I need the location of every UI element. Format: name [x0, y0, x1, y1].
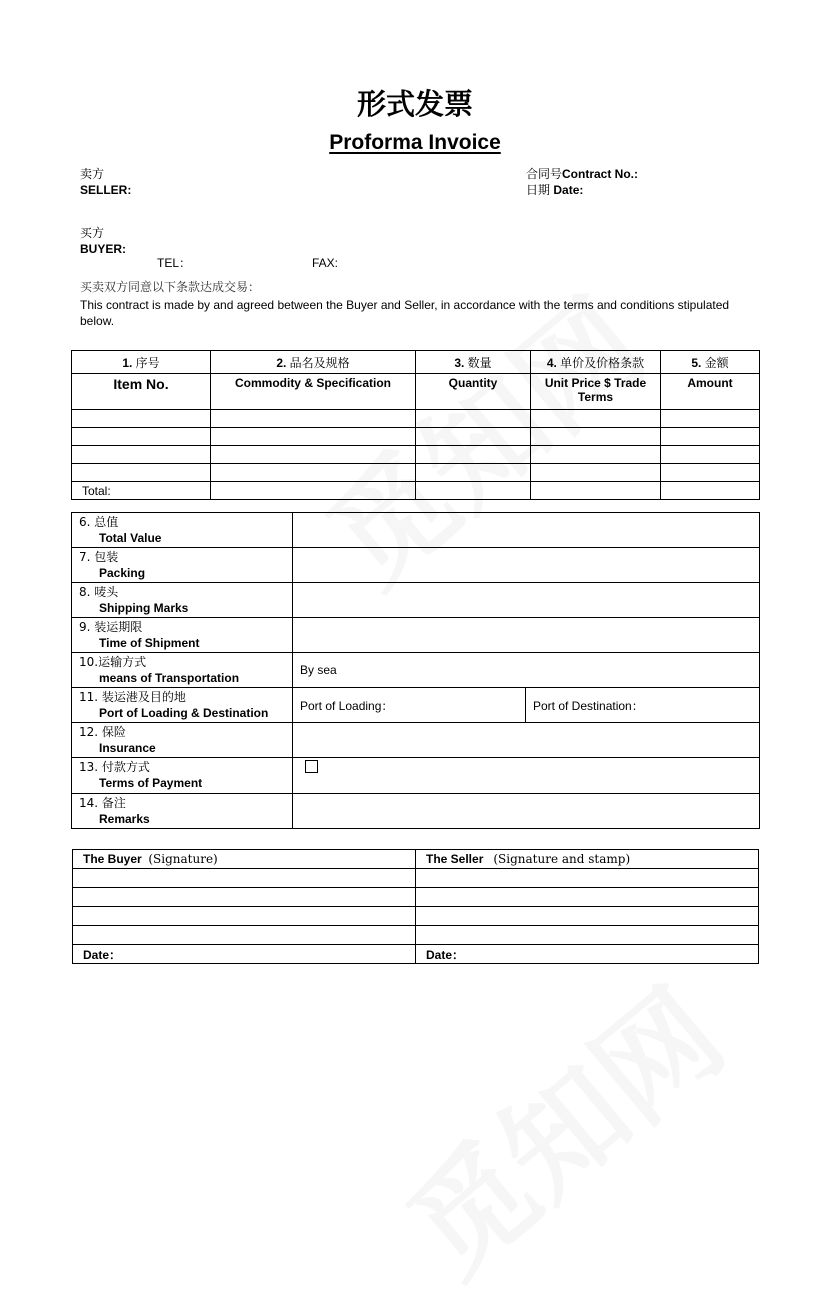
- header-commodity: Commodity & Specification: [211, 374, 416, 410]
- header-quantity: Quantity: [416, 374, 531, 410]
- payment-field: [293, 758, 760, 794]
- table-row: [72, 410, 760, 428]
- total-value-field[interactable]: [293, 513, 760, 548]
- buyer-signature-header: The Buyer (Signature): [73, 850, 416, 869]
- signature-date-row: [73, 945, 759, 964]
- table-row: [72, 428, 760, 446]
- contract-info: 合同号Contract No.: 日期 Date:: [526, 167, 639, 197]
- header-item-no: Item No.: [72, 374, 211, 410]
- table-row: [73, 907, 759, 926]
- header-commodity-cn: 品名及规格: [289, 355, 350, 370]
- table-row: [72, 464, 760, 482]
- header-item-no-cn: 序号: [135, 355, 160, 370]
- term-row-time-of-shipment: 9. 装运期限 Time of Shipment: [72, 618, 760, 653]
- items-header-en-row: [72, 374, 760, 410]
- table-row: [73, 869, 759, 888]
- term-row-remarks: 14. 备注 Remarks: [72, 794, 760, 829]
- term-row-packing: 7. 包装 Packing: [72, 548, 760, 583]
- total-label: Total:: [72, 482, 211, 500]
- table-row: [73, 926, 759, 945]
- shipping-marks-field[interactable]: [293, 583, 760, 618]
- packing-field[interactable]: [293, 548, 760, 583]
- seller-label: 卖方 SELLER:: [80, 167, 132, 197]
- table-row: [73, 888, 759, 907]
- term-row-insurance: 12. 保险 Insurance: [72, 723, 760, 758]
- agreement-english: This contract is made by and agreed between the Buyer and Seller, in accordance with the terms and conditions stipulated below.: [80, 298, 730, 328]
- items-table: [71, 350, 760, 500]
- term-row-port: 11. 装运港及目的地 Port of Loading & Destination Port of Loading： Port of Destination：: [72, 688, 760, 723]
- total-row: [72, 482, 760, 500]
- fax-label: FAX:: [312, 256, 339, 270]
- signature-table: [72, 849, 759, 964]
- port-of-loading-field[interactable]: Port of Loading：: [293, 688, 526, 723]
- header-amount-cn: 金额: [704, 355, 729, 370]
- title-chinese: 形式发票: [356, 87, 473, 121]
- header-amount: Amount: [661, 374, 760, 410]
- tel-label: TEL：: [157, 256, 192, 270]
- header-unit-price-cn: 单价及价格条款: [560, 355, 645, 370]
- buyer-label: 买方 BUYER:: [80, 226, 127, 256]
- payment-checkbox[interactable]: [305, 760, 318, 773]
- term-row-total-value: 6. 总值 Total Value: [72, 513, 760, 548]
- seller-date-label: Date：: [416, 945, 759, 964]
- title-english: Proforma Invoice: [329, 131, 501, 154]
- table-row: [72, 446, 760, 464]
- remarks-field[interactable]: [293, 794, 760, 829]
- items-header-cn-row: 1. 序号 2. 品名及规格 3. 数量 4. 单价及价格条款 5. 金额: [72, 351, 760, 374]
- insurance-field[interactable]: [293, 723, 760, 758]
- term-row-shipping-marks: 8. 唛头 Shipping Marks: [72, 583, 760, 618]
- seller-signature-header: The Seller (Signature and stamp): [416, 850, 759, 869]
- transportation-field[interactable]: By sea: [293, 653, 760, 688]
- signature-header-row: [73, 850, 759, 869]
- watermark: [367, 944, 753, 1307]
- buyer-date-label: Date：: [73, 945, 416, 964]
- term-row-payment: 13. 付款方式 Terms of Payment: [72, 758, 760, 794]
- header-unit-price: Unit Price $ Trade Terms: [531, 374, 661, 410]
- time-of-shipment-field[interactable]: [293, 618, 760, 653]
- term-row-transportation: 10.运输方式 means of Transportation By sea: [72, 653, 760, 688]
- agreement-chinese: 买卖双方同意以下条款达成交易：: [80, 280, 261, 294]
- port-of-destination-field[interactable]: Port of Destination：: [526, 688, 760, 723]
- header-quantity-cn: 数量: [467, 355, 492, 370]
- terms-table: [71, 512, 760, 829]
